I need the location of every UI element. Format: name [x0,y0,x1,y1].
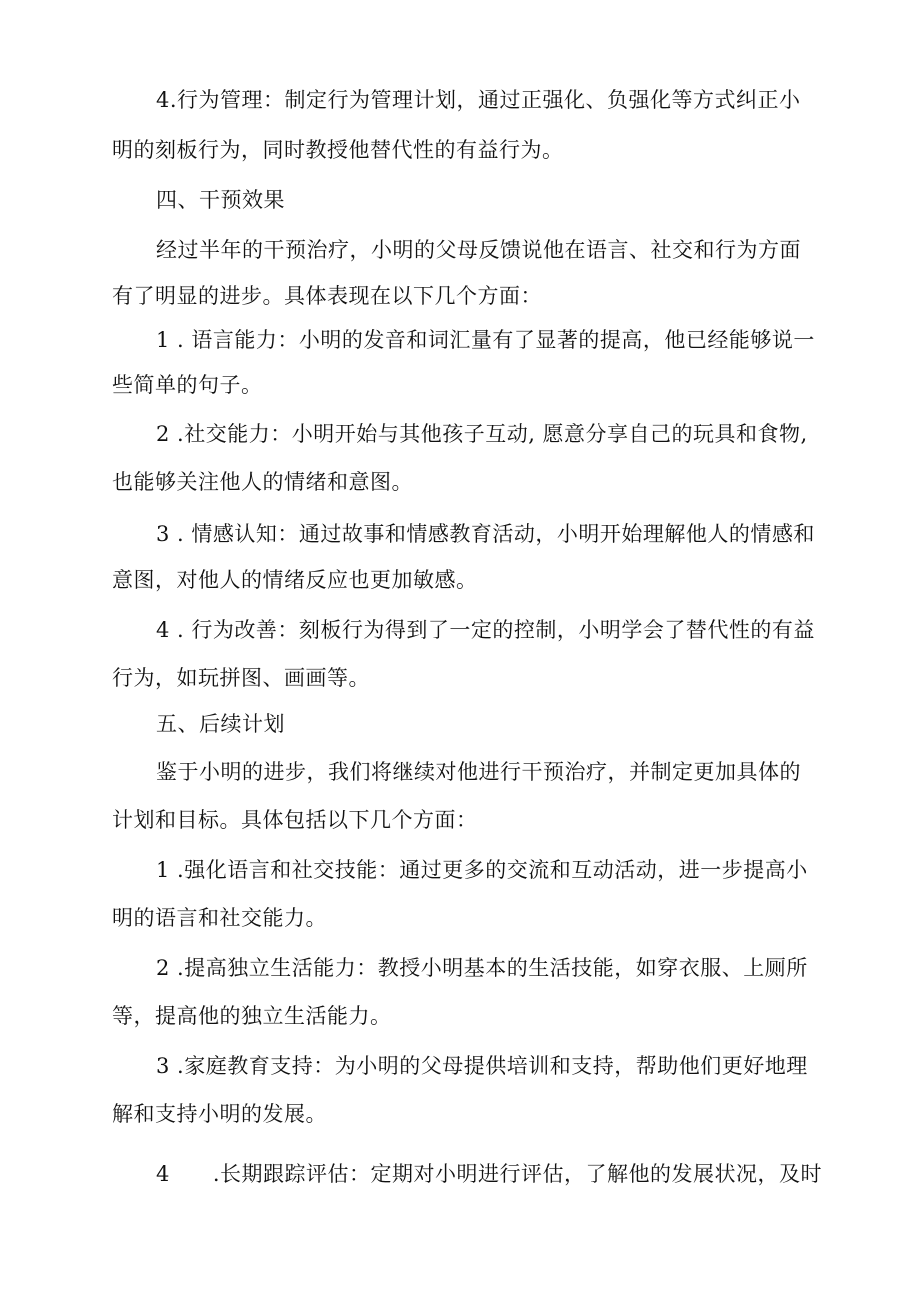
text-line: 3 . 情感认知：通过故事和情感教育活动，小明开始理解他人的情感和 [156,522,815,546]
text-line: 4.行为管理：制定行为管理计划，通过正强化、负强化等方式纠正小 [156,88,801,112]
text-line: 鉴于小明的进步，我们将继续对他进行干预治疗，并制定更加具体的 [156,760,801,784]
text-line: 1 .强化语言和社交技能：通过更多的交流和互动活动，进一步提高小 [156,858,808,882]
text-line: 也能够关注他人的情绪和意图。 [112,470,413,494]
text-line: 等，提高他的独立生活能力。 [112,1004,392,1028]
section-heading: 五、后续计划 [156,712,285,736]
text-line: 明的语言和社交能力。 [112,906,327,930]
text-line: 4 .长期跟踪评估：定期对小明进行评估，了解他的发展状况，及时 [156,1162,823,1186]
section-heading: 四、干预效果 [156,188,285,212]
text-line: 3 .家庭教育支持：为小明的父母提供培训和支持，帮助他们更好地理 [156,1054,808,1078]
text-line: 有了明显的进步。具体表现在以下几个方面： [112,284,542,308]
text-line: 意图，对他人的情绪反应也更加敏感。 [112,568,478,592]
text-line: 2 .提高独立生活能力：教授小明基本的生活技能，如穿衣服、上厕所 [156,956,808,980]
text-line: 计划和目标。具体包括以下几个方面： [112,808,478,832]
text-line: 明的刻板行为，同时教授他替代性的有益行为。 [112,138,564,162]
text-line: 1 . 语言能力：小明的发音和词汇量有了显著的提高，他已经能够说一 [156,328,815,352]
text-line: 解和支持小明的发展。 [112,1102,327,1126]
text-line: 行为，如玩拼图、画画等。 [112,666,370,690]
text-line: 些简单的句子。 [112,373,263,397]
text-line: 4 . 行为改善：刻板行为得到了一定的控制，小明学会了替代性的有益 [156,618,815,642]
text-line: 2 .社交能力：小明开始与其他孩子互动, 愿意分享自己的玩具和食物, [156,422,808,446]
text-line: 经过半年的干预治疗，小明的父母反馈说他在语言、社交和行为方面 [156,238,801,262]
